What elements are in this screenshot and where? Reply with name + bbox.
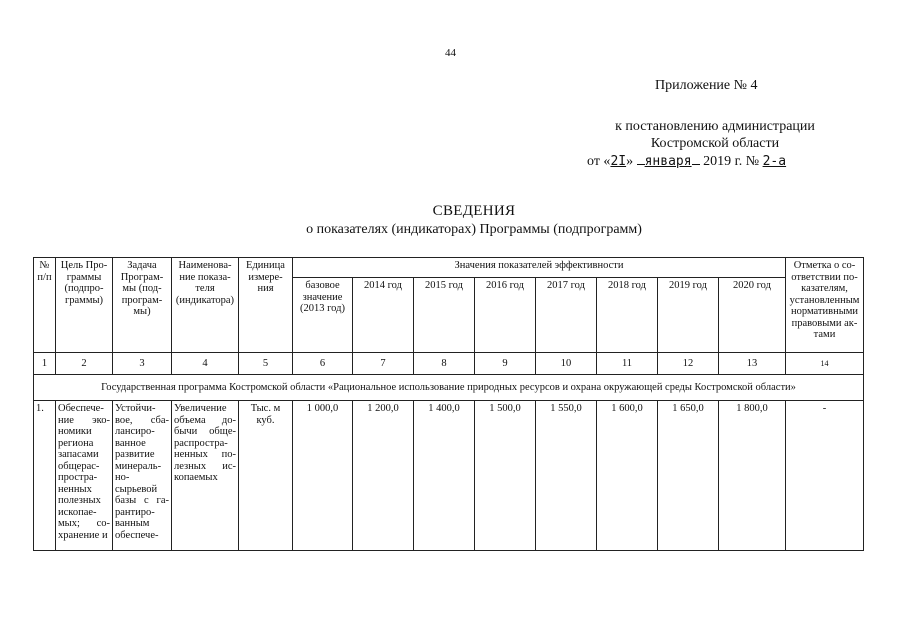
resolution-line-1: к постановлению администрации	[615, 119, 815, 134]
appendix-title: Приложение № 4	[655, 78, 758, 93]
header-year-2018: 2018 год	[597, 278, 658, 353]
header-year-2020: 2020 год	[719, 278, 786, 353]
row-value-2018: 1 600,0	[597, 401, 658, 551]
column-number: 12	[658, 353, 719, 375]
column-number: 7	[353, 353, 414, 375]
row-value-2014: 1 200,0	[353, 401, 414, 551]
date-year: 2019 г. №	[703, 154, 760, 169]
column-number: 3	[113, 353, 172, 375]
resolution-line-2: Костромской области	[650, 136, 780, 151]
row-task: Устойчи-вое, сба-лансиро-ванное развитие минераль-но-сырьевой базы с га-рантиро-ванным обеспече-	[115, 403, 169, 541]
header-task: Задача Програм-мы (под-програм-мы)	[113, 258, 172, 353]
column-numbers-row	[34, 353, 864, 375]
header-goal: Цель Про-граммы (подпро-граммы)	[56, 258, 113, 353]
row-value-2020: 1 800,0	[719, 401, 786, 551]
column-number: 14	[786, 353, 864, 375]
header-year-2015: 2015 год	[414, 278, 475, 353]
column-number: 10	[536, 353, 597, 375]
page-number: 44	[445, 47, 456, 59]
row-unit: Тыс. м куб.	[239, 401, 293, 551]
header-year-2019: 2019 год	[658, 278, 719, 353]
document-subtitle: о показателях (индикаторах) Программы (подпрограмм)	[306, 222, 642, 237]
header-indicator: Наименова-ние показа-теля (индикатора)	[172, 258, 239, 353]
row-task-cell	[113, 401, 172, 551]
column-number: 13	[719, 353, 786, 375]
column-number: 1	[34, 353, 56, 375]
table-row	[34, 401, 864, 551]
header-year-2017: 2017 год	[536, 278, 597, 353]
row-base-value: 1 000,0	[293, 401, 353, 551]
program-title-row: Государственная программа Костромской области «Рациональное использование природных ресурсов и охрана окружающей среды Костромской области»	[34, 375, 864, 401]
resolution-date-line	[587, 154, 786, 170]
row-value-2019: 1 650,0	[658, 401, 719, 551]
indicators-table	[33, 257, 864, 551]
date-month: января	[644, 154, 692, 169]
header-num: № п/п	[34, 258, 56, 353]
row-goal: Обеспече-ние эко-номики региона запасами общерас-простра-ненных полезных ископае-мых; со-хранение и	[58, 403, 110, 541]
row-value-2017: 1 550,0	[536, 401, 597, 551]
column-number: 9	[475, 353, 536, 375]
header-note: Отметка о со-ответствии по-казателям, установленным нормативными правовыми ак-тами	[786, 258, 864, 353]
row-note: -	[786, 401, 864, 551]
column-number: 5	[239, 353, 293, 375]
document-title: СВЕДЕНИЯ	[432, 203, 516, 219]
column-number: 8	[414, 353, 475, 375]
header-year-2016: 2016 год	[475, 278, 536, 353]
column-number: 2	[56, 353, 113, 375]
column-number: 11	[597, 353, 658, 375]
column-number: 4	[172, 353, 239, 375]
date-mid: »	[626, 154, 634, 169]
date-number: 2-а	[762, 154, 787, 169]
date-day: 2I	[610, 154, 627, 169]
row-indicator: Увеличение объема до-бычи обще-распростра-ненных по-лезных ис-копаемых	[172, 401, 239, 551]
resolution-block	[560, 118, 870, 152]
header-values-group: Значения показателей эффективности	[293, 258, 786, 278]
column-number: 6	[293, 353, 353, 375]
header-year-2014: 2014 год	[353, 278, 414, 353]
row-goal-cell	[56, 401, 113, 551]
date-prefix: от «	[587, 154, 611, 169]
header-unit: Единица измере-ния	[239, 258, 293, 353]
row-num: 1.	[34, 401, 56, 551]
header-base-value: базовое значение (2013 год)	[293, 278, 353, 353]
row-value-2016: 1 500,0	[475, 401, 536, 551]
row-value-2015: 1 400,0	[414, 401, 475, 551]
